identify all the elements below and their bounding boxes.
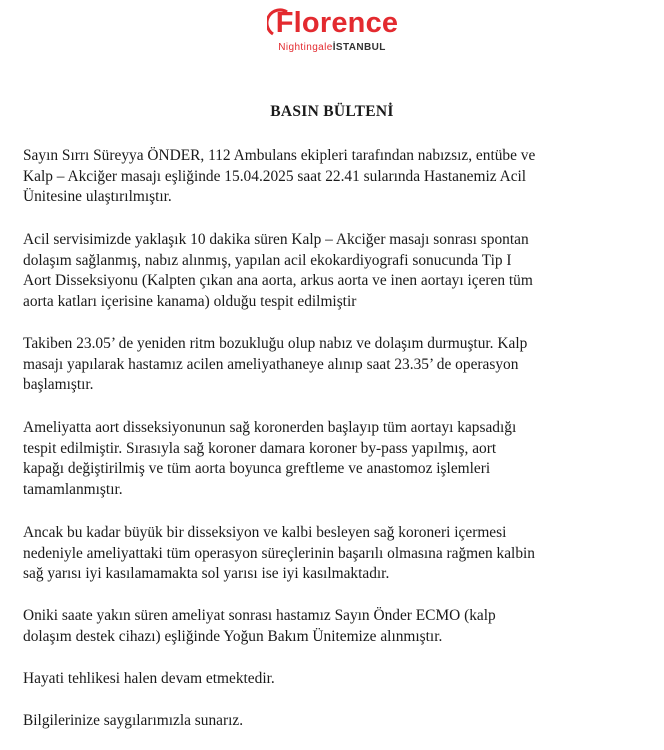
text-line: kapağı değiştirilmiş ve tüm aorta boyunca greftleme ve anastomoz işlemleri	[23, 460, 491, 477]
florence-logo	[0, 6, 664, 40]
text-line: Takiben 23.05’ de yeniden ritm bozukluğu olup nabız ve dolaşım durmuştur. Kalp	[23, 335, 528, 352]
document-title: BASIN BÜLTENİ	[270, 103, 394, 120]
text-line: Sayın Sırrı Süreyya ÖNDER, 112 Ambulans ekipleri tarafından nabızsız, entübe ve	[23, 147, 536, 164]
text-line: Acil servisimizde yaklaşık 10 dakika süren Kalp – Akciğer masajı sonrası spontan	[23, 231, 529, 248]
paragraph-condition	[23, 669, 653, 690]
text-line: Oniki saate yakın süren ameliyat sonrası hastamız Sayın Önder ECMO (kalp	[23, 607, 496, 624]
text-line: tamamlanmıştır.	[23, 480, 123, 498]
logo-sub-brand: Nightingale	[278, 42, 333, 53]
text-line: nedeniyle ameliyattaki tüm operasyon süreçlerinin başarılı olmasına rağmen kalbin	[23, 544, 536, 562]
text-line: Bilgilerinize saygılarımızla sunarız.	[23, 712, 244, 729]
text-line: başlamıştır.	[23, 376, 94, 393]
paragraph-surgery-details	[23, 418, 653, 500]
text-line: masajı yapılarak hastamız acilen ameliyathaneye alınıp saat 23.35’ de operasyon	[23, 355, 519, 373]
paragraph-closing	[23, 711, 653, 732]
logo-subtitle	[0, 42, 664, 54]
text-line: Ancak bu kadar büyük bir disseksiyon ve kalbi besleyen sağ koroneri içermesi	[23, 524, 507, 541]
logo-text: Florence	[275, 7, 399, 39]
paragraph-icu	[23, 606, 653, 647]
text-line: Aort Disseksiyonu (Kalpten çıkan ana aorta, arkus aorta ve inen aortayı içeren tüm	[23, 272, 533, 289]
paragraph-operation-start	[23, 334, 653, 396]
paragraph-diagnosis	[23, 230, 653, 312]
text-line: Kalp – Akciğer masajı eşliğinde 15.04.2025 saat 22.41 sularında Hastanemiz Acil	[23, 167, 527, 185]
logo-arc-icon	[267, 8, 293, 38]
text-line: Ünitesine ulaştırılmıştır.	[23, 188, 172, 205]
text-line: Ameliyatta aort disseksiyonunun sağ koronerden başlayıp tüm aortayı kapsadığı	[23, 419, 517, 436]
text-line: sağ yarısı iyi kasılamamakta sol yarısı ise iyi kasılmaktadır.	[23, 565, 390, 582]
logo-sub-city: İSTANBUL	[332, 42, 386, 53]
text-line: dolaşım destek cihazı) eşliğinde Yoğun Bakım Ünitemize alınmıştır.	[23, 627, 443, 645]
text-line: aorta katları içerisine kanama) olduğu tespit edilmiştir	[23, 292, 357, 310]
paragraph-arrival	[23, 146, 653, 208]
text-line: Hayati tehlikesi halen devam etmektedir.	[23, 670, 275, 687]
text-line: dolaşım sağlanmış, nabız alınmış, yapılan acil ekokardiyografi sonucunda Tip I	[23, 251, 512, 269]
text-line: tespit edilmiştir. Sırasıyla sağ koroner damara koroner by-pass yapılmış, aort	[23, 439, 497, 457]
paragraph-heart-status	[23, 523, 653, 585]
logo-wordmark	[276, 6, 398, 40]
